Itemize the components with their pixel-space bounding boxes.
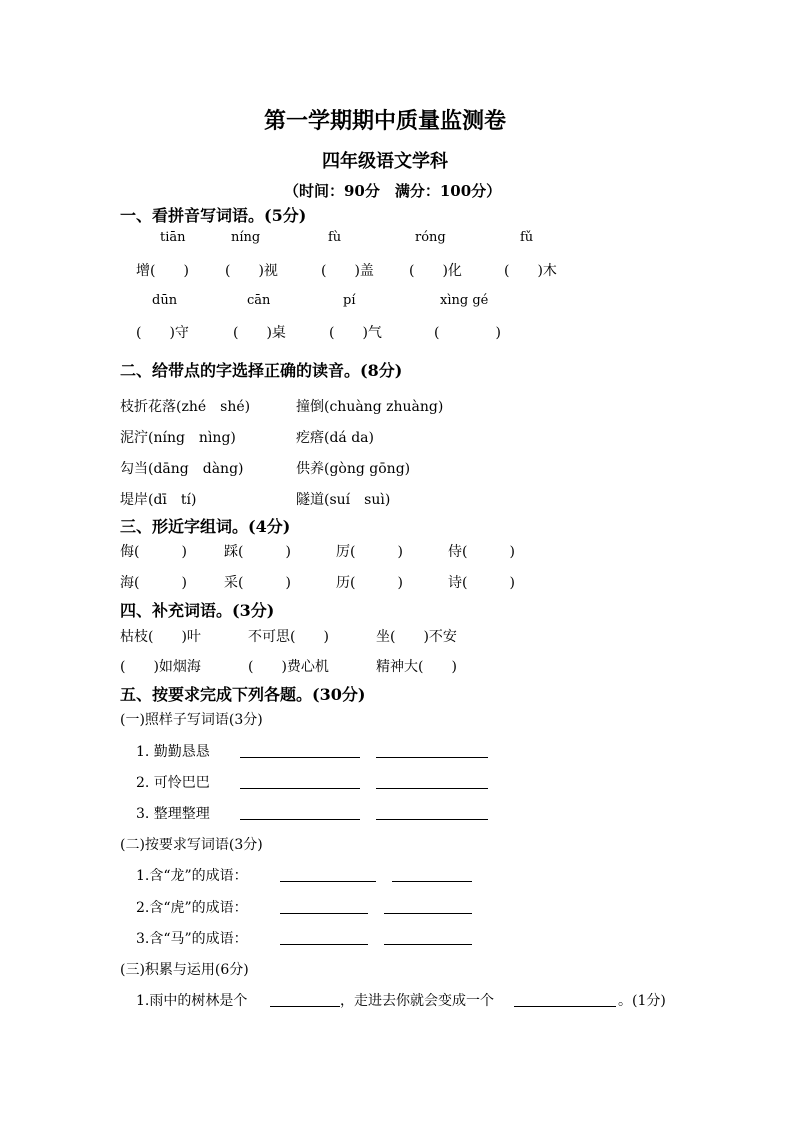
fill-sentence-end: 。(1分): [618, 993, 666, 1009]
pronunciation-item: 泥泞(níng nìng): [120, 430, 236, 446]
section-3-heading: 三、形近字组词。(4分): [120, 517, 291, 536]
page-subtitle: 四年级语文学科: [322, 151, 448, 172]
pinyin: xìng gé: [440, 293, 489, 308]
word-blank[interactable]: 枯枝( )叶: [120, 629, 201, 645]
pinyin: cān: [247, 293, 271, 308]
pronunciation-item: 疙瘩(dá da): [296, 430, 374, 446]
idiom-prompt: 2.含“虎”的成语：: [136, 900, 248, 916]
word-blank[interactable]: 采( ): [224, 575, 291, 591]
example-word: 1. 勤勤恳恳: [136, 744, 210, 760]
pronunciation-item: 隧道(suí suì): [296, 492, 391, 508]
pinyin: fǔ: [520, 230, 534, 245]
answer-line[interactable]: [280, 881, 376, 882]
word-blank[interactable]: 海( ): [120, 575, 187, 591]
word-blank[interactable]: 增( ): [136, 263, 189, 279]
word-blank[interactable]: ( )如烟海: [120, 659, 201, 675]
pronunciation-item: 勾当(dāng dàng): [120, 461, 244, 477]
word-blank[interactable]: 踩( ): [224, 544, 291, 560]
section-1-heading: 一、看拼音写词语。(5分): [120, 206, 307, 225]
page-title: 第一学期期中质量监测卷: [264, 108, 507, 134]
word-blank[interactable]: ( )守: [136, 325, 189, 341]
pinyin: pí: [343, 293, 356, 308]
subsection-label: (二)按要求写词语(3分): [120, 837, 263, 853]
pronunciation-item: 供养(gòng gōng): [296, 461, 411, 477]
word-blank[interactable]: 厉( ): [336, 544, 403, 560]
word-blank[interactable]: ( ): [434, 325, 501, 341]
word-blank[interactable]: 侍( ): [448, 544, 515, 560]
section-2-heading: 二、给带点的字选择正确的读音。(8分): [120, 361, 403, 380]
section-5-heading: 五、按要求完成下列各题。(30分): [120, 685, 366, 704]
fill-sentence-start: 1.雨中的树林是个: [136, 993, 248, 1009]
example-word: 3. 整理整理: [136, 806, 210, 822]
answer-line[interactable]: [376, 757, 488, 758]
answer-line[interactable]: [280, 944, 368, 945]
pinyin: fù: [328, 230, 342, 245]
answer-line[interactable]: [384, 944, 472, 945]
subsection-label: (三)积累与运用(6分): [120, 962, 249, 978]
idiom-prompt: 3.含“马”的成语：: [136, 931, 248, 947]
answer-line[interactable]: [240, 757, 360, 758]
word-blank[interactable]: 坐( )不安: [376, 629, 457, 645]
answer-line[interactable]: [270, 1006, 340, 1007]
fill-sentence-middle: ，走进去你就会变成一个: [340, 993, 494, 1009]
pronunciation-item: 撞倒(chuàng zhuàng): [296, 399, 444, 415]
word-blank[interactable]: ( )视: [225, 263, 278, 279]
pinyin: tiān: [160, 230, 186, 245]
word-blank[interactable]: ( )桌: [233, 325, 286, 341]
example-word: 2. 可怜巴巴: [136, 775, 210, 791]
word-blank[interactable]: 历( ): [336, 575, 403, 591]
answer-line[interactable]: [280, 913, 368, 914]
idiom-prompt: 1.含“龙”的成语：: [136, 868, 248, 884]
pinyin: níng: [231, 230, 261, 245]
pinyin: dūn: [152, 293, 178, 308]
word-blank[interactable]: ( )盖: [321, 263, 374, 279]
word-blank[interactable]: ( )费心机: [248, 659, 329, 675]
word-blank[interactable]: ( )化: [409, 263, 462, 279]
word-blank[interactable]: ( )木: [504, 263, 557, 279]
section-4-heading: 四、补充词语。(3分): [120, 601, 275, 620]
answer-line[interactable]: [384, 913, 472, 914]
word-blank[interactable]: 精神大( ): [376, 659, 457, 675]
answer-line[interactable]: [514, 1006, 616, 1007]
pinyin: róng: [415, 230, 446, 245]
word-blank[interactable]: 侮( ): [120, 544, 187, 560]
answer-line[interactable]: [376, 819, 488, 820]
exam-info: （时间：90分 满分：100分）: [284, 182, 502, 200]
word-blank[interactable]: ( )气: [329, 325, 382, 341]
answer-line[interactable]: [240, 819, 360, 820]
pronunciation-item: 枝折花落(zhé shé): [120, 399, 251, 415]
answer-line[interactable]: [240, 788, 360, 789]
word-blank[interactable]: 不可思( ): [248, 629, 329, 645]
word-blank[interactable]: 诗( ): [448, 575, 515, 591]
subsection-label: (一)照样子写词语(3分): [120, 712, 263, 728]
pronunciation-item: 堤岸(dī tí): [120, 492, 197, 508]
answer-line[interactable]: [376, 788, 488, 789]
answer-line[interactable]: [392, 881, 472, 882]
